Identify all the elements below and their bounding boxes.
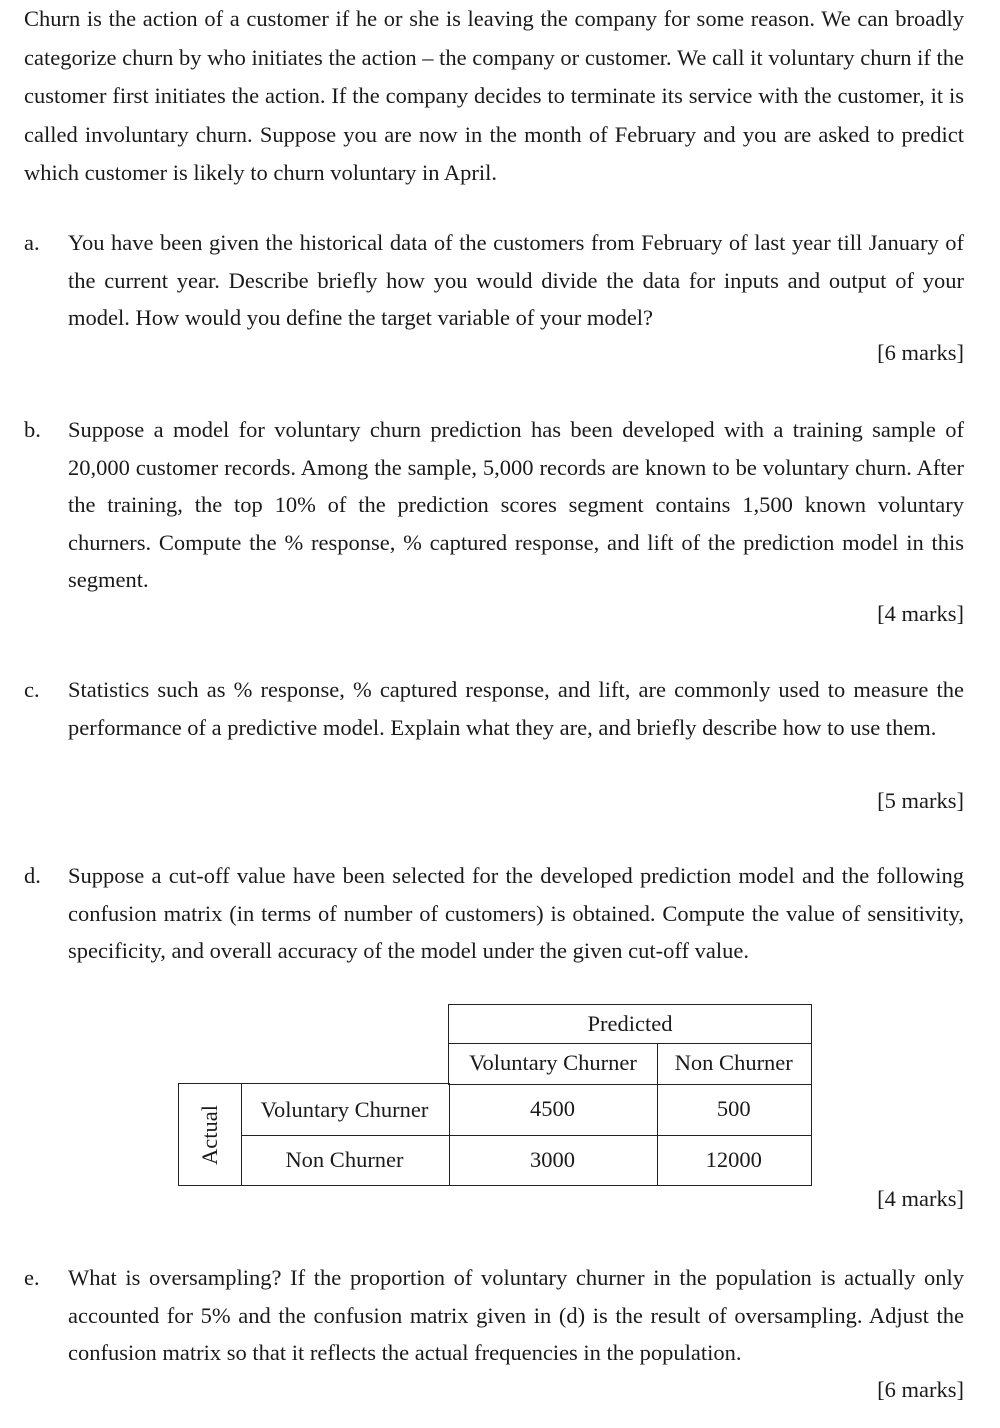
actual-header (178, 1083, 242, 1186)
row-header-voluntary-churner: Voluntary Churner (241, 1083, 450, 1136)
question-text: You have been given the historical data of the customers from February of last year till January of the current year. Describe briefly how you would divide the data for inputs and output of your model. How would you define the target variable of your model? (68, 230, 964, 330)
question-letter: e. (24, 1265, 40, 1290)
question-letter: c. (24, 677, 40, 702)
actual-label: Actual (196, 1104, 222, 1165)
confusion-matrix (178, 1004, 812, 1186)
question-letter: d. (24, 863, 41, 888)
question-text: Suppose a cut-off value have been selected for the developed prediction model and the following confusion matrix (in terms of number of customers) is obtained. Compute the value of sensitivity, specificity, and overall accuracy of the model under the given cut-off value. (68, 863, 964, 963)
column-header-non-churner: Non Churner (657, 1043, 813, 1085)
question-text: Statistics such as % response, % captured response, and lift, are commonly used to measure the performance of a predictive model. Explain what they are, and briefly describe how to use them. (68, 677, 964, 740)
cell-nc-vc: 3000 (448, 1135, 658, 1187)
question-marks: [4 marks] (877, 1186, 964, 1211)
cell-vc-nc: 500 (657, 1083, 813, 1136)
question-text: What is oversampling? If the proportion of voluntary churner in the population is actually only accounted for 5% and the confusion matrix given in (d) is the result of oversampling. Adjust the confusion matrix so that it reflects the actual frequencies in the population. (68, 1265, 964, 1365)
cell-vc-vc: 4500 (448, 1083, 658, 1136)
question-letter: a. (24, 230, 40, 255)
row-header-non-churner: Non Churner (241, 1135, 450, 1187)
intro-paragraph: Churn is the action of a customer if he or she is leaving the company for some reason. We can broadly categorize churn by who initiates the action – the company or customer. We call it voluntary churn if the customer first initiates the action. If the company decides to terminate its service with the customer, it is called involuntary churn. Suppose you are now in the month of February and you are asked to predict which customer is likely to churn voluntary in April. (24, 6, 964, 185)
question-marks: [5 marks] (877, 788, 964, 813)
predicted-header: Predicted (448, 1004, 812, 1044)
question-text: Suppose a model for voluntary churn prediction has been developed with a training sample of 20,000 customer records. Among the sample, 5,000 records are known to be voluntary churn. After the training, the top 10% of the prediction scores segment contains 1,500 known voluntary churners. Compute the % response, % captured response, and lift of the prediction model in this segment. (68, 417, 964, 592)
question-marks: [4 marks] (877, 601, 964, 626)
question-marks: [6 marks] (877, 340, 964, 365)
column-header-voluntary-churner: Voluntary Churner (448, 1043, 658, 1085)
question-letter: b. (24, 417, 41, 442)
cell-nc-nc: 12000 (657, 1135, 813, 1187)
question-marks: [6 marks] (877, 1377, 964, 1402)
